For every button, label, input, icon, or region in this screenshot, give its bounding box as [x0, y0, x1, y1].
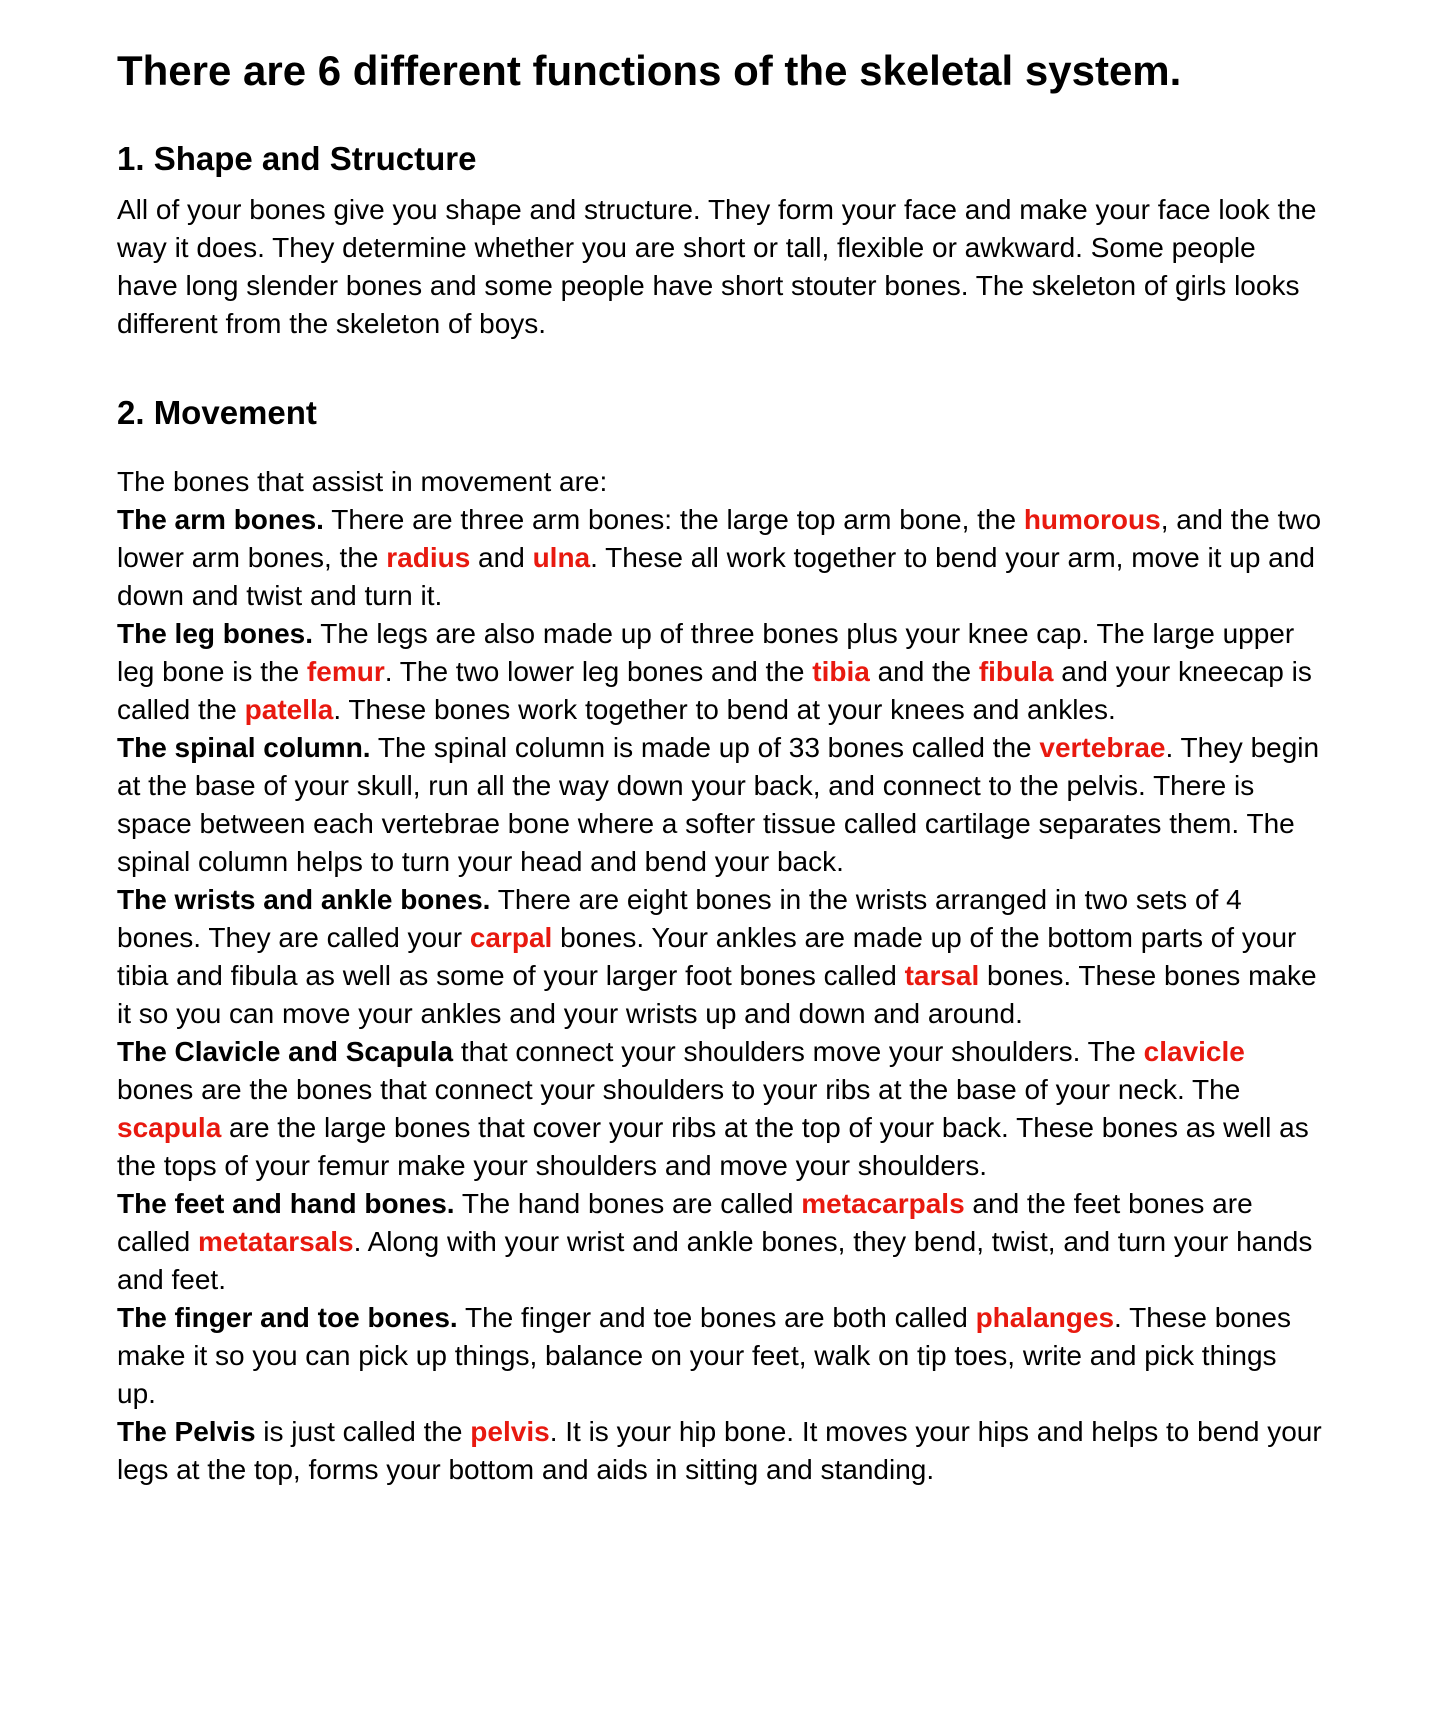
text-run: The bones that assist in movement are:: [117, 466, 608, 497]
text-run: is just called the: [255, 1416, 471, 1447]
section-body: [117, 191, 1323, 343]
text-run: and your kneecap is called the: [117, 656, 1312, 725]
text-run: that connect your shoulders move your shoulders. The: [453, 1036, 1144, 1067]
paragraph-shape-structure: [117, 191, 1323, 343]
paragraph-arm-bones: [117, 501, 1323, 615]
text-run: . These all work together to bend your arm, move it up and down and twist and turn it.: [117, 542, 1315, 611]
text-run: . It is your hip bone. It moves your hips and helps to bend your legs at the top, forms your bottom and aids in sitting and standing.: [117, 1416, 1322, 1485]
bone-term-radius: radius: [386, 542, 471, 573]
document-page: [117, 0, 1323, 1489]
text-run: There are three arm bones: the large top arm bone, the: [323, 504, 1024, 535]
paragraph-fingers-toes: [117, 1299, 1323, 1413]
bone-term-pelvis: pelvis: [470, 1416, 550, 1447]
text-run: All of your bones give you shape and structure. They form your face and make your face look the way it does. They determine whether you are short or tall, flexible or awkward. Some people have long slender bones and some people have short stouter bones. The skeleton of girls looks different from the skeleton of boys.: [117, 194, 1317, 339]
bone-term-scapula: scapula: [117, 1112, 222, 1143]
text-run: and the feet bones are called: [117, 1188, 1253, 1257]
text-run: bones are the bones that connect your shoulders to your ribs at the base of your neck. The: [117, 1074, 1241, 1105]
bone-term-clavicle: clavicle: [1143, 1036, 1245, 1067]
bone-term-humorous: humorous: [1023, 504, 1161, 535]
text-run-lead: The leg bones.: [117, 618, 314, 649]
text-run: are the large bones that cover your ribs at the top of your back. These bones as well as the tops of your femur make your shoulders and move your shoulders.: [117, 1112, 1309, 1181]
paragraph-movement-intro: [117, 463, 1323, 501]
paragraph-feet-hands: [117, 1185, 1323, 1299]
bone-term-ulna: ulna: [532, 542, 591, 573]
text-run: The legs are also made up of three bones plus your knee cap. The large upper leg bone is the: [117, 618, 1295, 687]
text-run: There are eight bones in the wrists arranged in two sets of 4 bones. They are called your: [117, 884, 1242, 953]
bone-term-tarsal: tarsal: [904, 960, 980, 991]
page-title: There are 6 different functions of the skeletal system.: [117, 47, 1182, 94]
text-run: bones. These bones make it so you can move your ankles and your wrists up and down and around.: [117, 960, 1317, 1029]
text-run: The finger and toe bones are both called: [457, 1302, 976, 1333]
text-run: bones. Your ankles are made up of the bottom parts of your tibia and fibula as well as some of your larger foot bones called: [117, 922, 1297, 991]
text-run: . These bones work together to bend at your knees and ankles.: [333, 694, 1116, 725]
text-run: The hand bones are called: [454, 1188, 802, 1219]
text-run: and the: [869, 656, 979, 687]
paragraph-pelvis: [117, 1413, 1323, 1489]
bone-term-femur: femur: [306, 656, 385, 687]
text-run-lead: The Pelvis: [117, 1416, 256, 1447]
section-heading-movement: 2. Movement: [117, 394, 317, 431]
text-run-lead: The finger and toe bones.: [117, 1302, 458, 1333]
paragraph-spinal-column: [117, 729, 1323, 881]
bone-term-metacarpals: metacarpals: [801, 1188, 965, 1219]
bone-term-fibula: fibula: [978, 656, 1054, 687]
text-run: . They begin at the base of your skull, run all the way down your back, and connect to the pelvis. There is space between each vertebrae bone where a softer tissue called cartilage separates them. The spinal column helps to turn your head and bend your back.: [117, 732, 1320, 877]
text-run-lead: The Clavicle and Scapula: [117, 1036, 454, 1067]
section-movement: [117, 393, 1323, 1489]
bone-term-tibia: tibia: [812, 656, 870, 687]
text-run: The spinal column is made up of 33 bones called the: [370, 732, 1040, 763]
text-run-lead: The feet and hand bones.: [117, 1188, 455, 1219]
section-shape-structure: [117, 139, 1323, 343]
bone-term-carpal: carpal: [469, 922, 553, 953]
text-run: and: [470, 542, 533, 573]
section-heading-shape-structure: 1. Shape and Structure: [117, 140, 477, 177]
bone-term-phalanges: phalanges: [975, 1302, 1115, 1333]
paragraph-leg-bones: [117, 615, 1323, 729]
bone-term-metatarsals: metatarsals: [197, 1226, 354, 1257]
text-run-lead: The spinal column.: [117, 732, 371, 763]
text-run: . These bones make it so you can pick up things, balance on your feet, walk on tip toes, write and pick things up.: [117, 1302, 1291, 1409]
paragraph-clavicle-scapula: [117, 1033, 1323, 1185]
text-run: . The two lower leg bones and the: [384, 656, 813, 687]
text-run: . Along with your wrist and ankle bones, they bend, twist, and turn your hands and feet.: [117, 1226, 1313, 1295]
text-run-lead: The arm bones.: [117, 504, 324, 535]
text-run-lead: The wrists and ankle bones.: [117, 884, 491, 915]
bone-term-patella: patella: [244, 694, 334, 725]
bone-term-vertebrae: vertebrae: [1039, 732, 1166, 763]
section-body: [117, 463, 1323, 1489]
text-run: , and the two lower arm bones, the: [117, 504, 1322, 573]
paragraph-wrists-ankles: [117, 881, 1323, 1033]
